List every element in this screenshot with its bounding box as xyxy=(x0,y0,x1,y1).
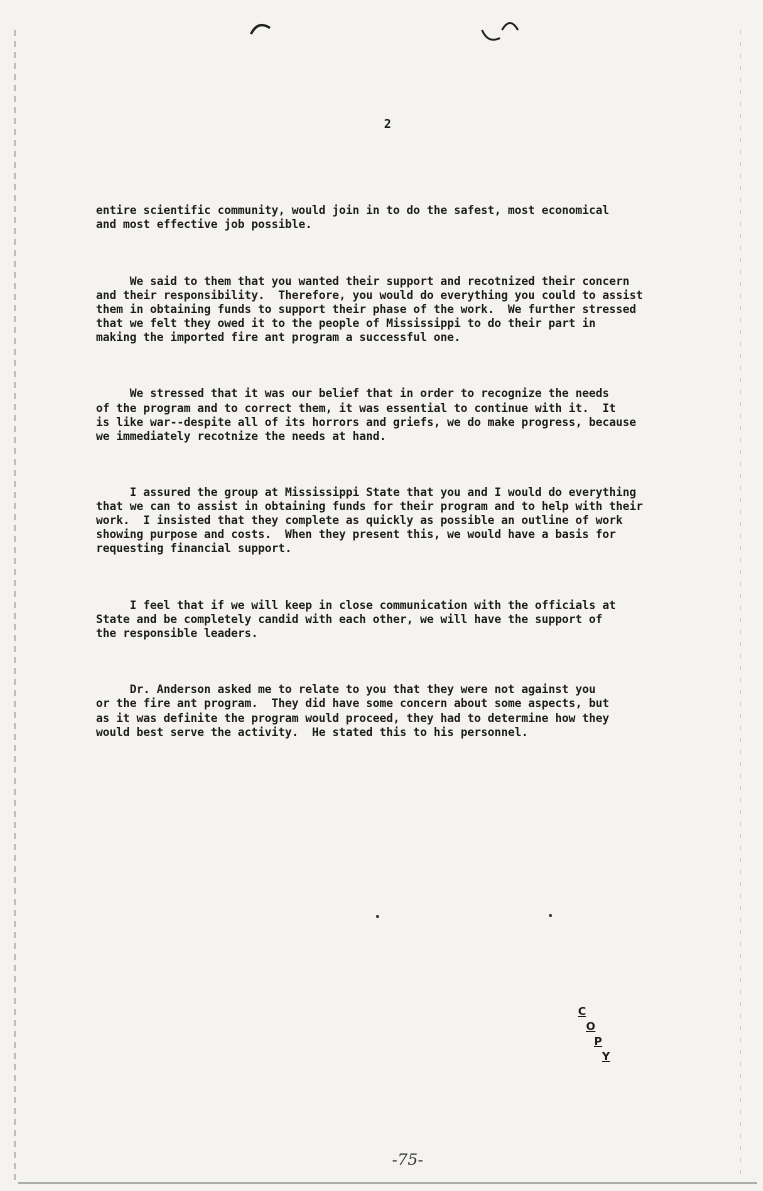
scan-speck xyxy=(549,914,552,917)
copy-stamp-letter-c: C xyxy=(578,1005,587,1018)
paragraph-4: I assured the group at Mississippi State that you and I would do everything that we can to assist in obtaining funds for their program and to help with their work. I insisted that they complete as quickly as possible an outline of work showing purpose and costs. When they present this, we would have a basis for requesting financial support. xyxy=(96,486,643,556)
copy-stamp-letter-y: Y xyxy=(602,1050,610,1063)
copy-stamp-letter-p: P xyxy=(594,1035,603,1048)
paragraph-5: I feel that if we will keep in close communication with the officials at State and be completely candid with each other, we will have the support of the responsible leaders. xyxy=(96,598,616,640)
hole-punch-mark-left xyxy=(248,18,274,38)
letter-body xyxy=(96,176,676,782)
scan-speck xyxy=(376,915,379,918)
page-number: 2 xyxy=(384,117,392,131)
right-scan-edge xyxy=(740,30,741,1180)
paragraph-1: entire scientific community, would join in to do the safest, most economical and most effective job possible. xyxy=(96,204,610,232)
left-scan-edge xyxy=(14,30,16,1180)
handwritten-page-number: -75- xyxy=(392,1150,424,1169)
paragraph-3: We stressed that it was our belief that in order to recognize the needs of the program and to correct them, it was essential to continue with it. It is like war--despite all of its horrors and griefs, we do make progress, because we immediately recotnize the needs at hand. xyxy=(96,387,637,443)
hole-punch-mark-right xyxy=(478,16,522,46)
paragraph-2: We said to them that you wanted their support and recotnized their concern and their responsibility. Therefore, you would do everything you could to assist them in obtaining funds to support their phase of the work. We further stressed that we felt they owed it to the people of Mississippi to do their part in making the imported fire ant program a successful one. xyxy=(96,274,643,345)
bottom-scan-edge xyxy=(18,1182,757,1184)
copy-stamp-letter-o: O xyxy=(586,1020,596,1033)
paragraph-6: Dr. Anderson asked me to relate to you that they were not against you or the fire ant program. They did have some concern about some aspects, but as it was definite the program would proceed, they had to determine how they would best serve the activity. He stated this to his personnel. xyxy=(96,683,610,739)
